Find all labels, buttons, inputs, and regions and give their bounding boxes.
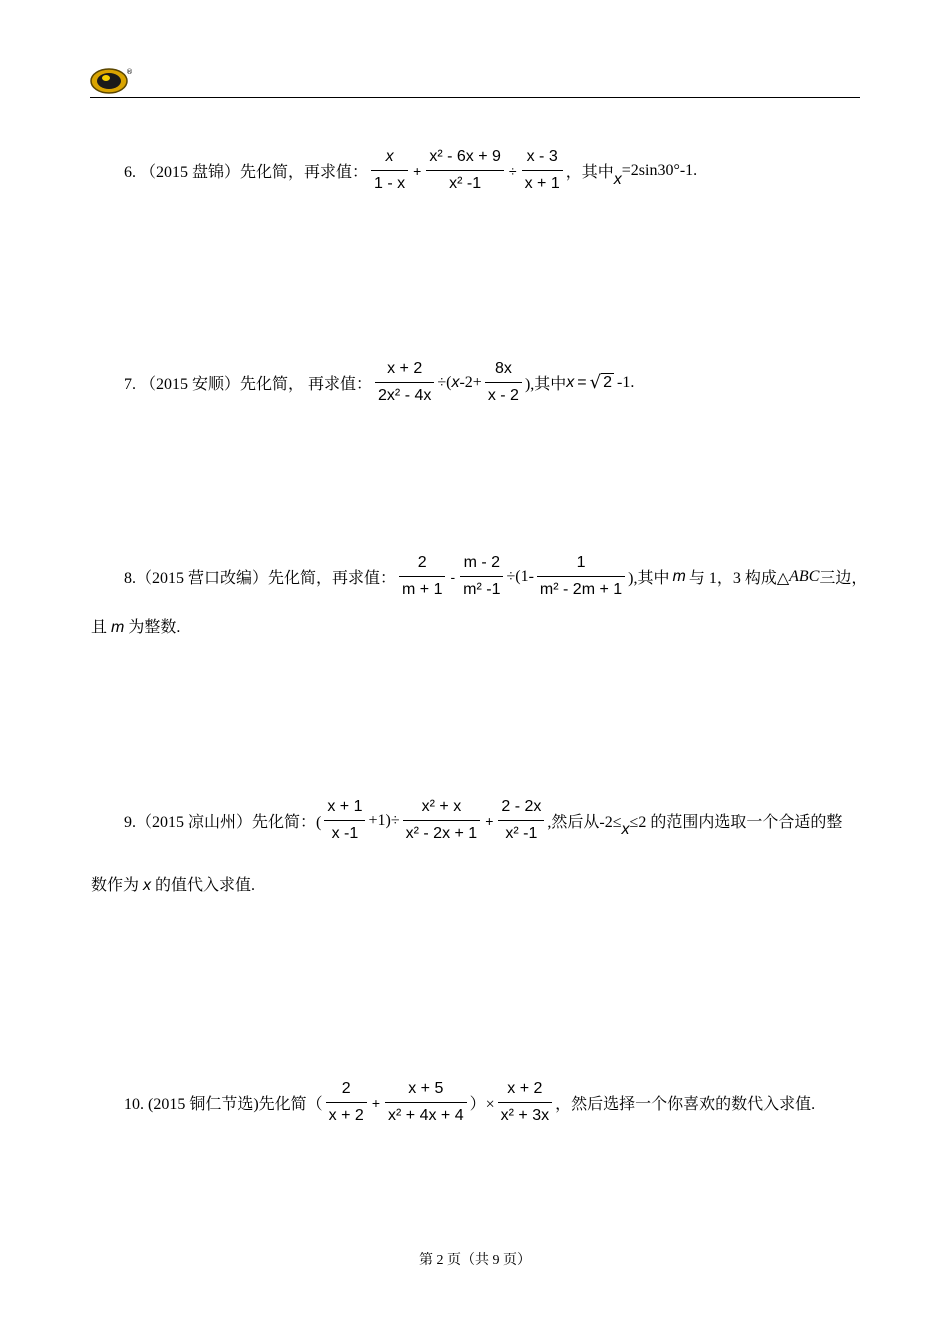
variable: m bbox=[111, 619, 125, 636]
operator: + bbox=[485, 812, 494, 829]
sqrt-radicand: 2 bbox=[603, 374, 613, 391]
problem-text: -1. bbox=[617, 373, 635, 391]
fraction bbox=[403, 796, 481, 845]
numerator: x bbox=[385, 148, 394, 165]
variable: x bbox=[143, 877, 152, 894]
problem-text: ≤2 的范围内选取一个合适的整 bbox=[629, 814, 843, 831]
fraction bbox=[522, 146, 563, 195]
fraction bbox=[385, 1078, 467, 1127]
problem-7 bbox=[124, 358, 634, 407]
problem-text: ）× bbox=[469, 1096, 495, 1113]
fraction bbox=[375, 358, 434, 407]
problem-text: 数作为 bbox=[91, 877, 140, 894]
denominator: 1 - x bbox=[374, 175, 406, 192]
numerator: m - 2 bbox=[463, 554, 501, 571]
problem-8-continuation bbox=[91, 614, 180, 637]
numerator: x + 2 bbox=[507, 1080, 543, 1097]
problem-text: 与 1，3 构成△ bbox=[688, 570, 790, 587]
problem-lead: 7. （2015 安顺）先化简， 再求值： bbox=[124, 376, 373, 393]
variable: x bbox=[451, 373, 460, 391]
problem-text: =2sin30°-1. bbox=[621, 161, 698, 179]
numerator: 2 bbox=[341, 1080, 351, 1097]
denominator: x + 2 bbox=[328, 1107, 364, 1124]
fraction bbox=[460, 552, 503, 601]
denominator: 2x² - 4x bbox=[378, 387, 432, 404]
problem-lead: 8.（2015 营口改编）先化简，再求值： bbox=[124, 570, 397, 587]
problem-text: ÷( bbox=[437, 373, 452, 391]
page-number: 第 2 页（共 9 页） bbox=[419, 1253, 531, 1268]
denominator: x + 1 bbox=[524, 175, 560, 192]
problem-text: ，其中 bbox=[565, 164, 614, 181]
header-rule bbox=[90, 97, 860, 98]
problem-text: 为整数. bbox=[128, 619, 181, 636]
numerator: x + 5 bbox=[408, 1080, 444, 1097]
variable: x bbox=[566, 373, 575, 391]
denominator: x² + 4x + 4 bbox=[388, 1107, 464, 1124]
problem-text: ，然后选择一个你喜欢的数代入求值. bbox=[555, 1096, 816, 1113]
problem-8 bbox=[124, 552, 867, 601]
denominator: m + 1 bbox=[402, 581, 443, 598]
operator: + bbox=[371, 1094, 380, 1111]
numerator: 2 - 2x bbox=[501, 798, 542, 815]
fraction bbox=[324, 796, 365, 845]
numerator: x² + x bbox=[421, 798, 462, 815]
numerator: x + 1 bbox=[327, 798, 363, 815]
denominator: x² -1 bbox=[505, 825, 538, 842]
problem-text: -2+ bbox=[459, 373, 482, 391]
problem-9-continuation bbox=[91, 872, 255, 895]
fraction bbox=[426, 146, 504, 195]
problem-text: ),其中 bbox=[524, 376, 567, 393]
problem-text: ÷(1- bbox=[506, 567, 534, 585]
numerator: x + 2 bbox=[387, 360, 423, 377]
numerator: x - 3 bbox=[526, 148, 558, 165]
denominator: x² -1 bbox=[449, 175, 482, 192]
denominator: x² - 2x + 1 bbox=[405, 825, 478, 842]
problem-text: 三边， bbox=[819, 570, 868, 587]
problem-6 bbox=[124, 146, 697, 195]
problem-9 bbox=[124, 796, 842, 845]
denominator: m² - 2m + 1 bbox=[539, 581, 623, 598]
eye-logo-icon bbox=[90, 66, 134, 96]
numerator: 2 bbox=[417, 554, 427, 571]
equals-sign: = bbox=[577, 373, 587, 391]
denominator: m² -1 bbox=[463, 581, 501, 598]
operator: - bbox=[450, 568, 456, 585]
numerator: x² - 6x + 9 bbox=[429, 148, 501, 165]
fraction bbox=[498, 1078, 552, 1127]
numerator: 1 bbox=[576, 554, 586, 571]
operator: + bbox=[413, 162, 422, 179]
problem-lead: 6. （2015 盘锦）先化简，再求值： bbox=[124, 164, 369, 181]
fraction bbox=[498, 796, 544, 845]
denominator: x -1 bbox=[331, 825, 359, 842]
problem-lead: 9.（2015 凉山州）先化简：( bbox=[124, 814, 322, 831]
problem-lead: 10. (2015 铜仁节选)先化简（ bbox=[124, 1096, 323, 1113]
fraction bbox=[537, 552, 625, 601]
problem-text: ),其中 bbox=[628, 570, 670, 587]
sqrt-icon: √ bbox=[589, 372, 602, 393]
registered-mark: ® bbox=[126, 68, 133, 76]
variable: x bbox=[613, 170, 622, 188]
fraction bbox=[399, 552, 445, 601]
problem-text: ,然后从-2≤ bbox=[547, 814, 622, 831]
triangle-name: ABC bbox=[789, 567, 820, 585]
fraction bbox=[485, 358, 522, 407]
denominator: x - 2 bbox=[487, 387, 519, 404]
problem-text: 且 bbox=[91, 619, 108, 636]
denominator: x² + 3x bbox=[500, 1107, 550, 1124]
numerator: 8x bbox=[494, 360, 512, 377]
operator: ÷ bbox=[508, 162, 517, 179]
problem-text: +1)÷ bbox=[368, 811, 400, 829]
variable: m bbox=[672, 567, 686, 585]
problem-10 bbox=[124, 1078, 815, 1127]
fraction bbox=[326, 1078, 367, 1127]
variable: x bbox=[621, 820, 630, 838]
problem-text: 的值代入求值. bbox=[155, 877, 256, 894]
fraction bbox=[371, 146, 408, 195]
